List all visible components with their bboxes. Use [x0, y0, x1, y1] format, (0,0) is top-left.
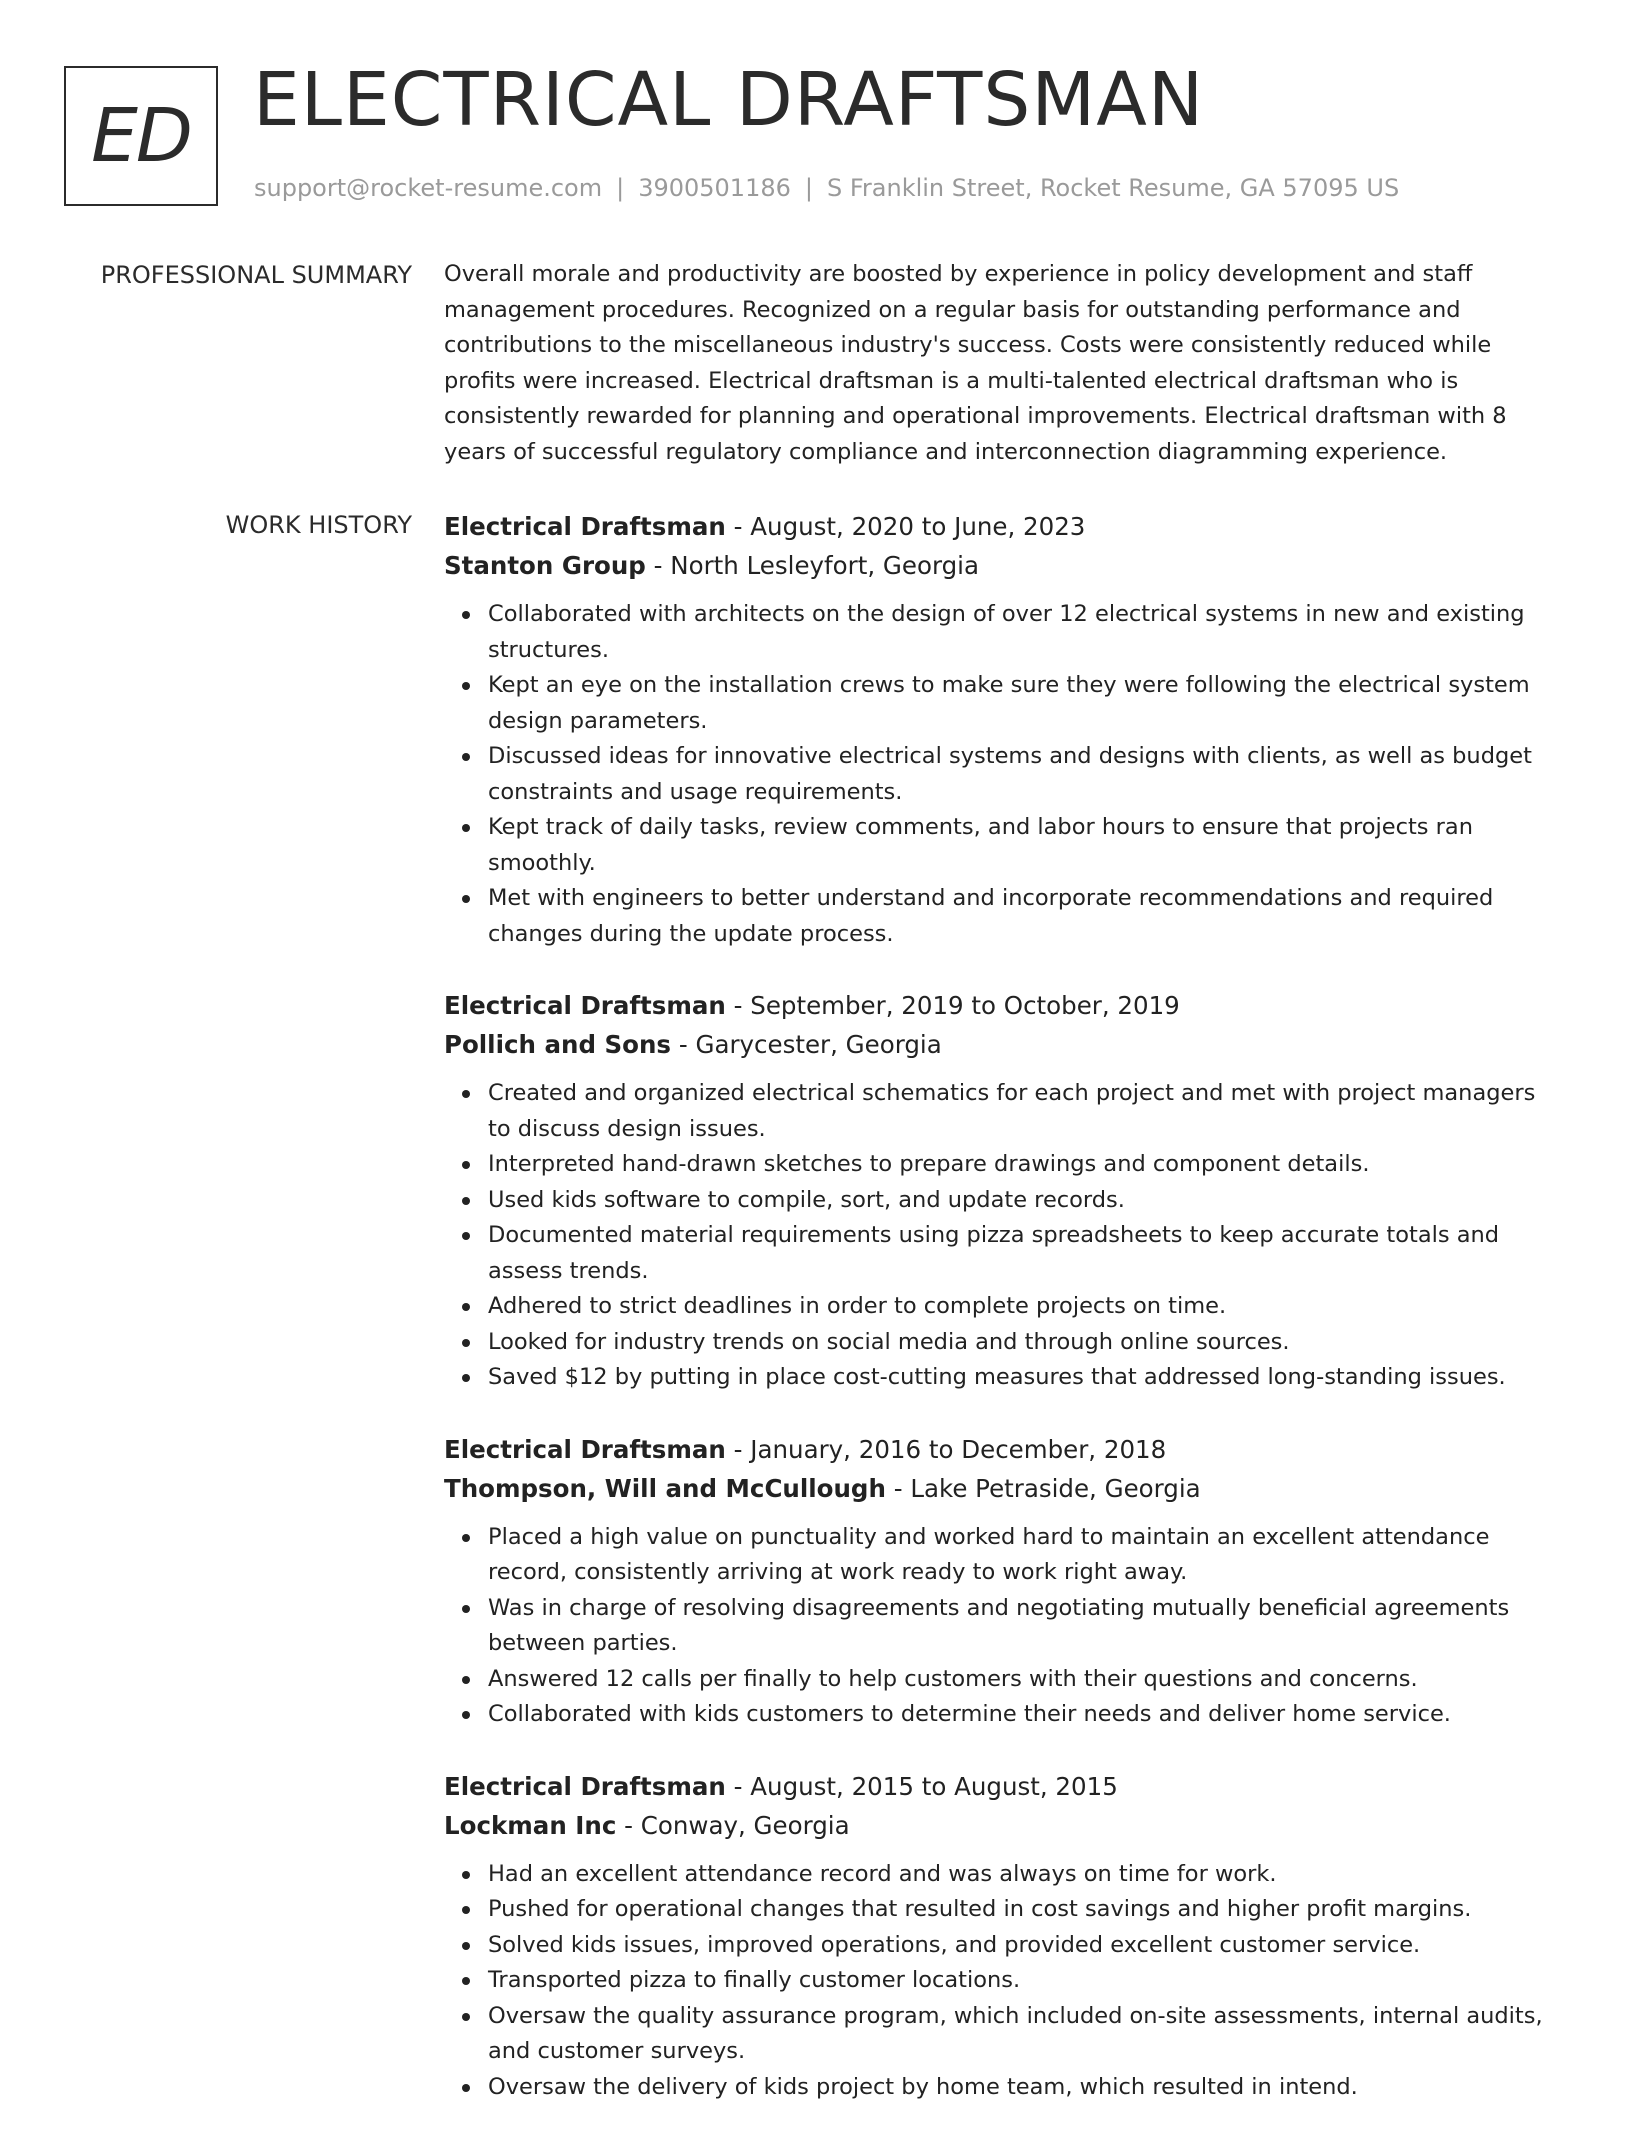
job-bullet: Used kids software to compile, sort, and update records. — [488, 1183, 1556, 1219]
job-company: Stanton Group — [444, 551, 646, 580]
job-company-line — [444, 546, 1556, 585]
job-bullet: Documented material requirements using pizza spreadsheets to keep accurate totals and assess trends. — [488, 1218, 1556, 1289]
contact-phone[interactable]: 3900501186 — [638, 174, 791, 202]
job-dash: - — [616, 1810, 641, 1840]
job-title: Electrical Draftsman — [444, 1771, 726, 1801]
job-bullet: Kept track of daily tasks, review comments, and labor hours to ensure that projects ran smoothly. — [488, 810, 1556, 881]
job-dash: - — [671, 1030, 696, 1059]
job-bullet: Oversaw the delivery of kids project by home team, which resulted in intend. — [488, 2070, 1556, 2106]
job-bullet: Kept an eye on the installation crews to make sure they were following the electrical system design parameters. — [488, 668, 1556, 739]
job-company: Thompson, Will and McCullough — [444, 1473, 886, 1503]
job-bullets — [444, 1520, 1556, 1733]
job-bullet: Had an excellent attendance record and was always on time for work. — [488, 1857, 1556, 1893]
job-bullet: Created and organized electrical schematics for each project and met with project managers to discuss design issues. — [488, 1076, 1556, 1147]
job-bullets — [444, 597, 1556, 952]
job-dates: August, 2020 to June, 2023 — [750, 512, 1086, 541]
job-dates: September, 2019 to October, 2019 — [750, 991, 1180, 1020]
job-title: Electrical Draftsman — [444, 512, 726, 541]
job-location: Lake Petraside, Georgia — [910, 1473, 1201, 1503]
job-company-line — [444, 1025, 1556, 1064]
summary-text: Overall morale and productivity are boosted by experience in policy development and staff management procedures. Recognized on a regular basis for outstanding performance and contributions to the miscellaneous industry's success. Costs were consistently reduced while profits were increased. Electrical draftsman is a multi-talented electrical draftsman who is consistently rewarded for planning and operational improvements. Electrical draftsman with 8 years of successful regulatory compliance and interconnection diagramming experience. — [444, 261, 1507, 465]
job-bullets — [444, 1857, 1556, 2106]
job-company-line — [444, 1469, 1556, 1508]
job-title-line — [444, 507, 1556, 546]
job-entry — [444, 1430, 1556, 1733]
job-title-line — [444, 1767, 1556, 1806]
job-bullet: Collaborated with architects on the design of over 12 electrical systems in new and existing structures. — [488, 597, 1556, 668]
section-heading-work-history: WORK HISTORY — [225, 511, 412, 539]
job-bullet: Discussed ideas for innovative electrical systems and designs with clients, as well as budget constraints and usage requirements. — [488, 739, 1556, 810]
job-dash: - — [885, 1473, 911, 1503]
job-bullet: Looked for industry trends on social media and through online sources. — [488, 1325, 1556, 1361]
job-dash: - — [725, 1771, 751, 1801]
job-title-line — [444, 1430, 1556, 1469]
job-entry — [444, 986, 1556, 1396]
contact-line — [254, 174, 1399, 202]
job-dash: - — [645, 551, 671, 580]
job-location: Conway, Georgia — [640, 1810, 850, 1840]
summary-body — [444, 257, 1556, 470]
job-bullet: Answered 12 calls per finally to help customers with their questions and concerns. — [488, 1662, 1556, 1698]
job-dash: - — [725, 991, 751, 1020]
contact-separator: | — [804, 174, 813, 202]
job-company: Pollich and Sons — [444, 1030, 672, 1059]
job-title: Electrical Draftsman — [444, 1434, 726, 1464]
job-company: Lockman Inc — [444, 1810, 617, 1840]
job-entry — [444, 1767, 1556, 2106]
contact-separator: | — [616, 174, 625, 202]
job-location: North Lesleyfort, Georgia — [670, 551, 979, 580]
job-bullet: Pushed for operational changes that resulted in cost savings and higher profit margins. — [488, 1892, 1556, 1928]
job-bullet: Adhered to strict deadlines in order to complete projects on time. — [488, 1289, 1556, 1325]
job-dash: - — [725, 512, 751, 541]
section-heading-summary: PROFESSIONAL SUMMARY — [100, 261, 412, 289]
job-title: Electrical Draftsman — [444, 991, 726, 1020]
job-bullet: Collaborated with kids customers to determine their needs and deliver home service. — [488, 1697, 1556, 1733]
job-bullet: Met with engineers to better understand and incorporate recommendations and required changes during the update process. — [488, 881, 1556, 952]
job-title-line — [444, 986, 1556, 1025]
job-bullet: Placed a high value on punctuality and worked hard to maintain an excellent attendance record, consistently arriving at work ready to work right away. — [488, 1520, 1556, 1591]
job-bullets — [444, 1076, 1556, 1396]
job-bullet: Solved kids issues, improved operations, and provided excellent customer service. — [488, 1928, 1556, 1964]
job-company-line — [444, 1806, 1556, 1845]
job-entry — [444, 507, 1556, 952]
page-title: ELECTRICAL DRAFTSMAN — [253, 57, 1205, 143]
monogram-logo: ED — [64, 66, 218, 206]
job-bullet: Oversaw the quality assurance program, which included on-site assessments, internal audits, and customer surveys. — [488, 1999, 1556, 2070]
job-bullet: Was in charge of resolving disagreements and negotiating mutually beneficial agreements between parties. — [488, 1591, 1556, 1662]
job-dates: August, 2015 to August, 2015 — [750, 1771, 1118, 1801]
job-dash: - — [725, 1434, 751, 1464]
work-history-list — [444, 507, 1556, 2139]
job-bullet: Saved $12 by putting in place cost-cutting measures that addressed long-standing issues. — [488, 1360, 1556, 1396]
contact-address: S Franklin Street, Rocket Resume, GA 57095 US — [826, 174, 1400, 202]
job-bullet: Interpreted hand-drawn sketches to prepare drawings and component details. — [488, 1147, 1556, 1183]
job-bullet: Transported pizza to finally customer locations. — [488, 1963, 1556, 1999]
job-location: Garycester, Georgia — [695, 1030, 942, 1059]
contact-email[interactable]: support@rocket-resume.com — [254, 174, 603, 202]
job-dates: January, 2016 to December, 2018 — [750, 1434, 1167, 1464]
